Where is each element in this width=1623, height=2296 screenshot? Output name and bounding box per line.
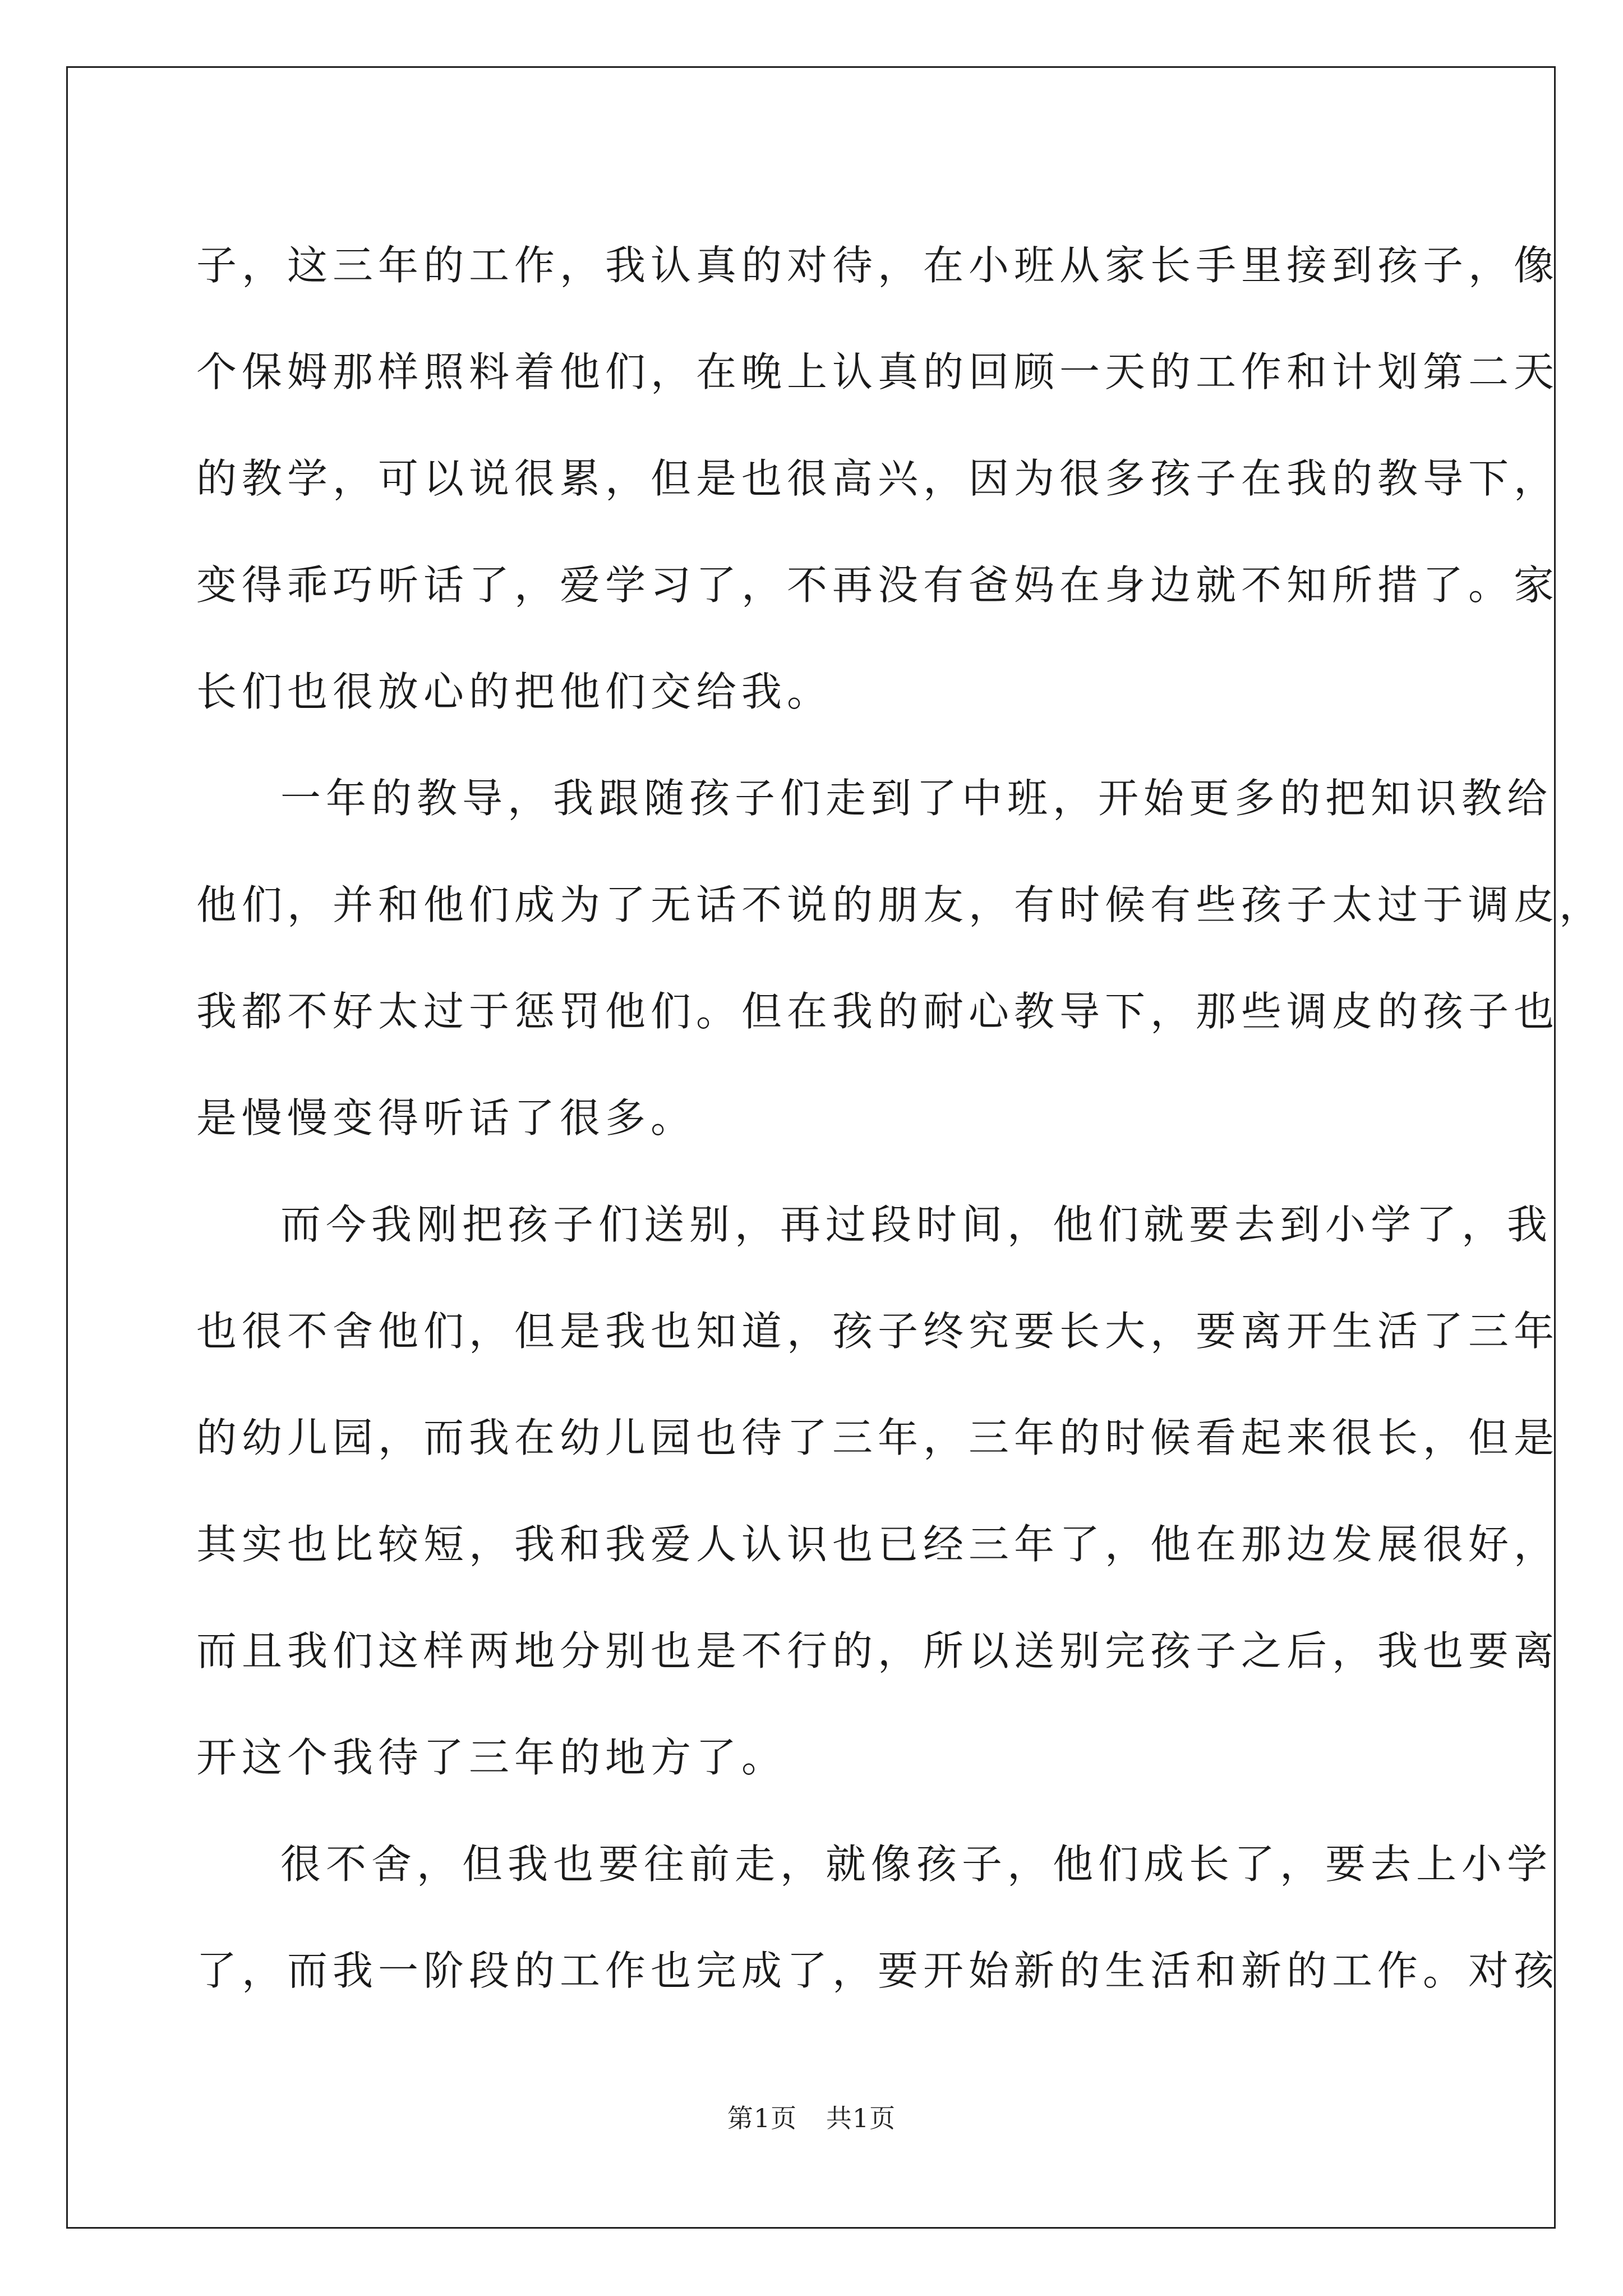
paragraph-4	[196, 1811, 1560, 2024]
text-line: 长们也很放心的把他们交给我。	[196, 668, 833, 715]
text-line: 我都不好太过于惩罚他们。但在我的耐心教导下，那些调皮的孩子也	[196, 988, 1560, 1035]
page-number-total: 共1页	[826, 2103, 896, 2133]
text-line: 子，这三年的工作，我认真的对待，在小班从家长手里接到孩子，像	[196, 242, 1560, 289]
paragraph-3	[196, 1171, 1560, 1811]
text-line: 的幼儿园，而我在幼儿园也待了三年，三年的时候看起来很长，但是	[196, 1414, 1560, 1461]
text-line: 个保姆那样照料着他们，在晚上认真的回顾一天的工作和计划第二天	[196, 348, 1560, 395]
text-line: 而且我们这样两地分别也是不行的，所以送别完孩子之后，我也要离	[196, 1627, 1560, 1674]
text-line: 而今我刚把孩子们送别，再过段时间，他们就要去到小学了，我	[280, 1201, 1553, 1248]
page-footer	[0, 2098, 1623, 2135]
text-line: 他们，并和他们成为了无话不说的朋友，有时候有些孩子太过于调皮，	[196, 881, 1605, 928]
paragraph-1	[196, 212, 1560, 745]
text-line: 是慢慢变得听话了很多。	[196, 1094, 697, 1142]
text-line: 变得乖巧听话了，爱学习了，不再没有爸妈在身边就不知所措了。家	[196, 562, 1560, 609]
text-line: 很不舍，但我也要往前走，就像孩子，他们成长了，要去上小学	[280, 1841, 1553, 1888]
text-line: 开这个我待了三年的地方了。	[196, 1734, 787, 1781]
text-line: 也很不舍他们，但是我也知道，孩子终究要长大，要离开生活了三年	[196, 1308, 1560, 1355]
body-text	[196, 212, 1605, 2024]
text-line: 了，而我一阶段的工作也完成了，要开始新的生活和新的工作。对孩	[196, 1947, 1560, 1994]
paragraph-2	[196, 745, 1605, 1171]
page-number-current: 第1页	[727, 2103, 797, 2133]
text-line: 一年的教导，我跟随孩子们走到了中班，开始更多的把知识教给	[280, 775, 1553, 822]
text-line: 其实也比较短，我和我爱人认识也已经三年了，他在那边发展很好，	[196, 1521, 1560, 1568]
text-line: 的教学，可以说很累，但是也很高兴，因为很多孩子在我的教导下，	[196, 455, 1560, 502]
